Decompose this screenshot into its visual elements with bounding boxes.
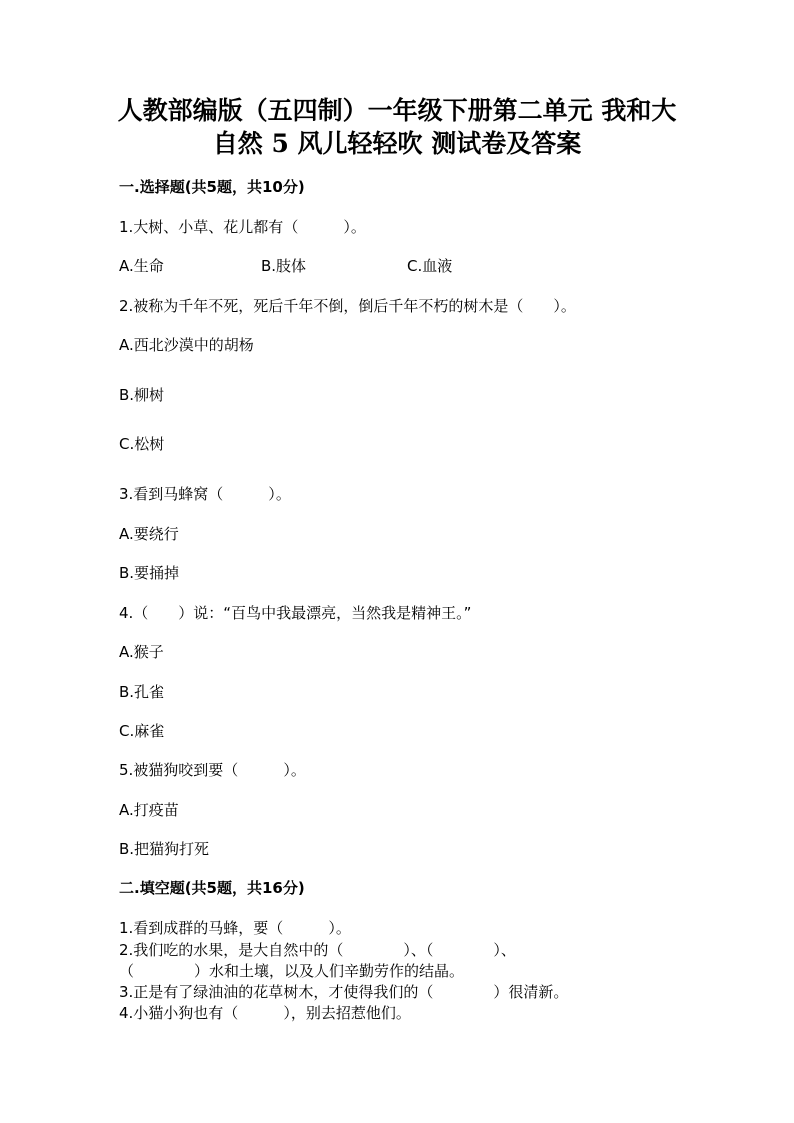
question-1-option-b: B.肢体 [261, 257, 307, 275]
question-1-option-c: C.血液 [407, 257, 453, 275]
question-3-option-a: A.要绕行 [119, 525, 179, 543]
question-3: 3.看到马蜂窝（ ）。 [119, 485, 291, 503]
question-1-options [119, 256, 452, 276]
title-line-2: 自然 5 风儿轻轻吹 测试卷及答案 [212, 129, 582, 158]
question-4-option-a: A.猴子 [119, 643, 164, 661]
question-2-option-c: C.松树 [119, 435, 165, 453]
fill-line-2: 2.我们吃的水果，是大自然中的（ ）、（ ）、 [119, 941, 516, 959]
question-4: 4.（ ）说：“百鸟中我最漂亮，当然我是精神王。” [119, 604, 472, 622]
question-2: 2.被称为千年不死，死后千年不倒，倒后千年不朽的树木是（ ）。 [119, 297, 576, 315]
fill-line-5: 4.小猫小狗也有（ ），别去招惹他们。 [119, 1004, 411, 1022]
question-5-option-b: B.把猫狗打死 [119, 840, 210, 858]
section-header-choice: 一.选择题(共5题，共10分) [119, 178, 305, 196]
question-2-option-b: B.柳树 [119, 386, 165, 404]
fill-line-3: （ ）水和土壤，以及人们辛勤劳作的结晶。 [119, 962, 465, 980]
question-4-option-b: B.孔雀 [119, 683, 165, 701]
question-5: 5.被猫狗咬到要（ ）。 [119, 761, 306, 779]
fill-line-1: 1.看到成群的马蜂，要（ ）。 [119, 919, 351, 937]
page-title [100, 94, 694, 160]
question-1: 1.大树、小草、花儿都有（ ）。 [119, 218, 366, 236]
question-2-option-a: A.西北沙漠中的胡杨 [119, 336, 254, 354]
question-3-option-b: B.要捅掉 [119, 564, 180, 582]
title-line-1: 人教部编版（五四制）一年级下册第二单元 我和大 [117, 96, 677, 125]
question-1-option-a: A.生命 [119, 257, 164, 275]
question-4-option-c: C.麻雀 [119, 722, 165, 740]
fill-line-4: 3.正是有了绿油油的花草树木，才使得我们的（ ）很清新。 [119, 983, 569, 1001]
section-header-fill: 二.填空题(共5题，共16分) [119, 879, 305, 897]
question-5-option-a: A.打疫苗 [119, 801, 179, 819]
